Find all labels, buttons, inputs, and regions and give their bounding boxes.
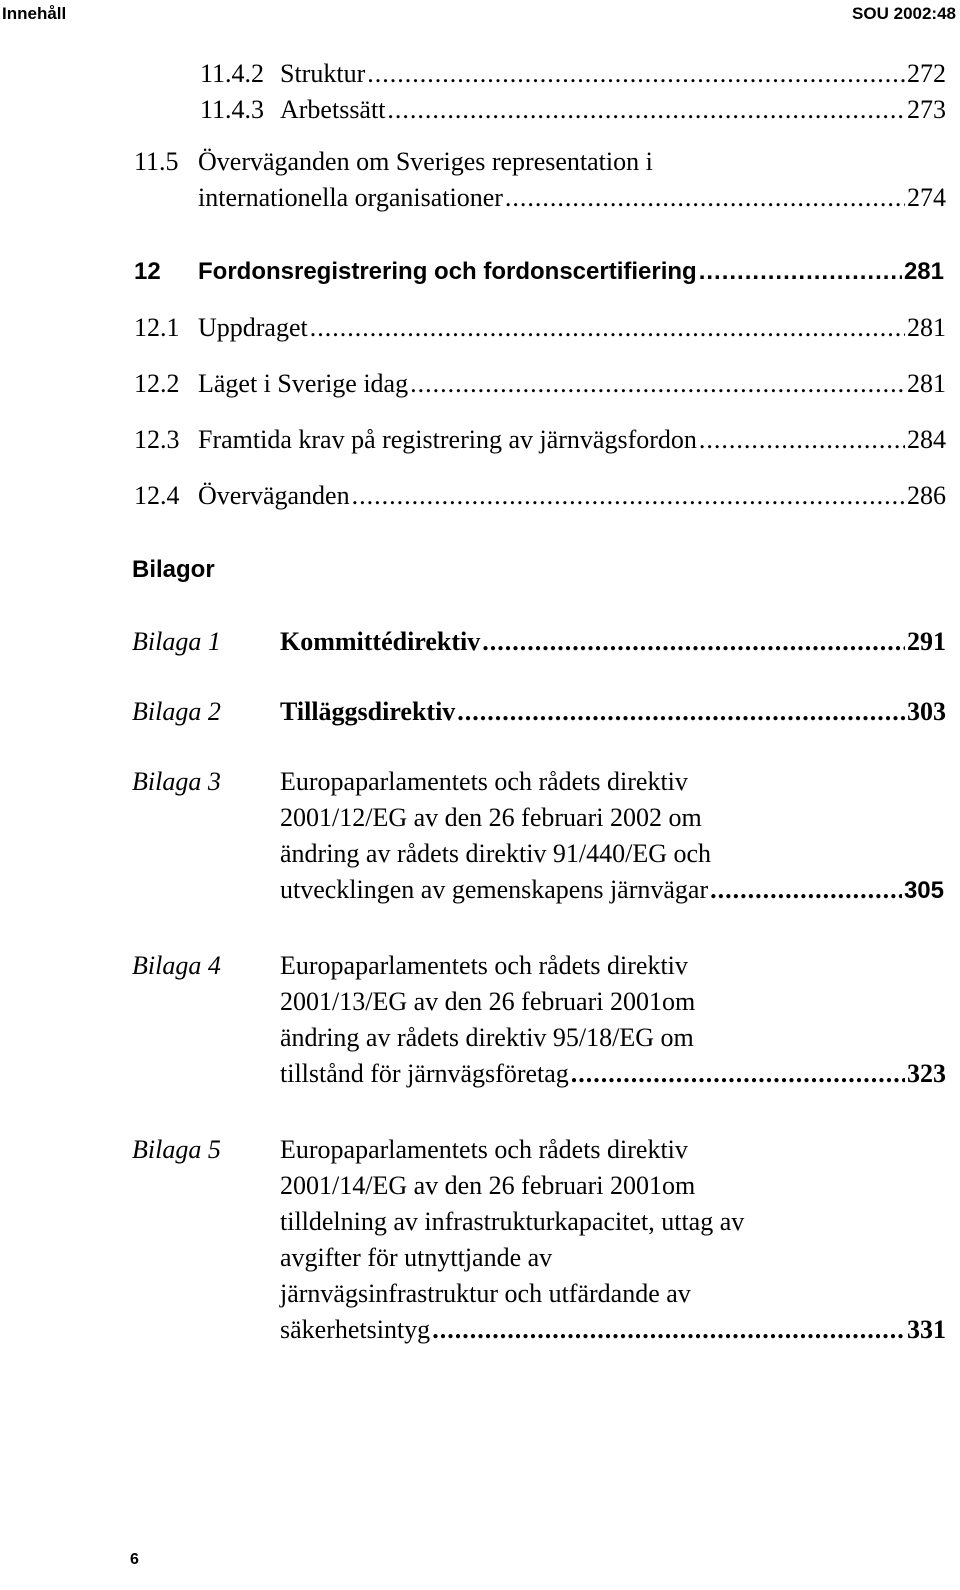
toc-number: 12.4 xyxy=(134,481,180,510)
toc-entry-12-3[interactable] xyxy=(134,422,946,458)
bilaga-entry-2[interactable] xyxy=(280,694,946,730)
toc-chapter-12[interactable] xyxy=(134,254,944,290)
toc-number: 11.4.3 xyxy=(200,95,265,124)
toc-number: 12.2 xyxy=(134,369,180,398)
toc-number: 11.5 xyxy=(134,147,179,176)
toc-entry-12-1[interactable] xyxy=(134,310,946,346)
bilaga-title-line: 2001/14/EG av den 26 februari 2001om xyxy=(280,1171,696,1200)
toc-leader xyxy=(352,478,905,514)
header-section-label: Innehåll xyxy=(2,4,67,23)
bilaga-title-line: 2001/12/EG av den 26 februari 2002 om xyxy=(280,803,702,832)
toc-page: 281 xyxy=(907,313,946,342)
bilaga-title-line: ändring av rådets direktiv 95/18/EG om xyxy=(280,1023,694,1052)
toc-page: 284 xyxy=(907,425,946,454)
toc-page: 331 xyxy=(907,1315,946,1344)
bilaga-label: Bilaga 1 xyxy=(132,627,221,656)
toc-page: 281 xyxy=(903,258,944,285)
toc-entry-11-5-line2[interactable] xyxy=(198,180,946,216)
toc-page: 274 xyxy=(907,183,946,212)
toc-page: 281 xyxy=(907,369,946,398)
bilaga-label: Bilaga 2 xyxy=(132,697,221,726)
toc-title: Läget i Sverige idag xyxy=(198,369,409,398)
toc-number: 12.1 xyxy=(134,313,180,342)
toc-leader xyxy=(699,254,902,290)
toc-page: 291 xyxy=(907,627,946,656)
toc-entry-11-5-line1[interactable] xyxy=(134,144,653,180)
bilaga-label: Bilaga 4 xyxy=(132,951,221,980)
toc-number: 12.3 xyxy=(134,425,180,454)
toc-leader xyxy=(367,56,905,92)
toc-entry-12-2[interactable] xyxy=(134,366,946,402)
toc-leader xyxy=(387,92,905,128)
bilaga-title-line: avgifter för utnyttjande av xyxy=(280,1243,553,1272)
page-number: 6 xyxy=(130,1551,139,1568)
bilaga-title: Kommittédirektiv xyxy=(280,627,481,656)
bilaga-entry-3[interactable] xyxy=(280,872,944,909)
toc-title: Arbetssätt xyxy=(280,95,386,124)
toc-page: 303 xyxy=(907,697,946,726)
toc-leader xyxy=(710,872,902,908)
toc-entry-11-4-3[interactable] xyxy=(200,92,946,128)
header-document-id: SOU 2002:48 xyxy=(852,4,956,23)
bilaga-title-line: Europaparlamentets och rådets direktiv xyxy=(280,951,688,980)
bilaga-entry-5[interactable] xyxy=(280,1312,946,1348)
bilaga-title: Tilläggsdirektiv xyxy=(280,697,456,726)
bilaga-title-line: Europaparlamentets och rådets direktiv xyxy=(280,1135,688,1164)
toc-title: Framtida krav på registrering av järnvägsfordon xyxy=(198,425,697,454)
bilaga-entry-4[interactable] xyxy=(280,1056,946,1092)
toc-leader xyxy=(432,1312,905,1348)
bilaga-title-line: ändring av rådets direktiv 91/440/EG och xyxy=(280,839,712,868)
toc-page: 323 xyxy=(907,1059,946,1088)
toc-leader xyxy=(571,1056,905,1092)
bilaga-title-line: järnvägsinfrastruktur och utfärdande av xyxy=(280,1279,691,1308)
toc-number: 11.4.2 xyxy=(200,59,265,88)
bilaga-title-line: Europaparlamentets och rådets direktiv xyxy=(280,767,688,796)
toc-title: Överväganden xyxy=(198,481,350,510)
bilaga-title-line: tilldelning av infrastrukturkapacitet, uttag av xyxy=(280,1207,745,1236)
toc-page: 286 xyxy=(907,481,946,510)
toc-leader xyxy=(699,422,905,458)
bilaga-title-line: säkerhetsintyg xyxy=(280,1315,431,1344)
toc-title: Uppdraget xyxy=(198,313,308,342)
bilagor-heading: Bilagor xyxy=(132,556,215,583)
toc-number: 12 xyxy=(134,258,161,285)
toc-leader xyxy=(310,310,905,346)
toc-title: Struktur xyxy=(280,59,366,88)
bilaga-label: Bilaga 5 xyxy=(132,1135,221,1164)
toc-entry-11-4-2[interactable] xyxy=(200,56,946,92)
toc-page: 272 xyxy=(907,59,946,88)
toc-entry-12-4[interactable] xyxy=(134,478,946,514)
bilaga-title-line: tillstånd för järnvägsföretag xyxy=(280,1059,569,1088)
toc-leader xyxy=(505,180,905,216)
bilaga-title-line: 2001/13/EG av den 26 februari 2001om xyxy=(280,987,696,1016)
toc-leader xyxy=(482,624,905,660)
toc-title: Fordonsregistrering och fordonscertifiering xyxy=(198,258,697,285)
toc-title: Överväganden om Sveriges representation i xyxy=(198,147,653,176)
toc-page: 273 xyxy=(907,95,946,124)
toc-leader xyxy=(410,366,905,402)
bilaga-label: Bilaga 3 xyxy=(132,767,221,796)
toc-title: internationella organisationer xyxy=(198,183,503,212)
bilaga-title-line: utvecklingen av gemenskapens järnvägar xyxy=(280,875,709,904)
toc-leader xyxy=(457,694,905,730)
toc-page: 305 xyxy=(903,877,944,904)
bilaga-entry-1[interactable] xyxy=(280,624,946,660)
